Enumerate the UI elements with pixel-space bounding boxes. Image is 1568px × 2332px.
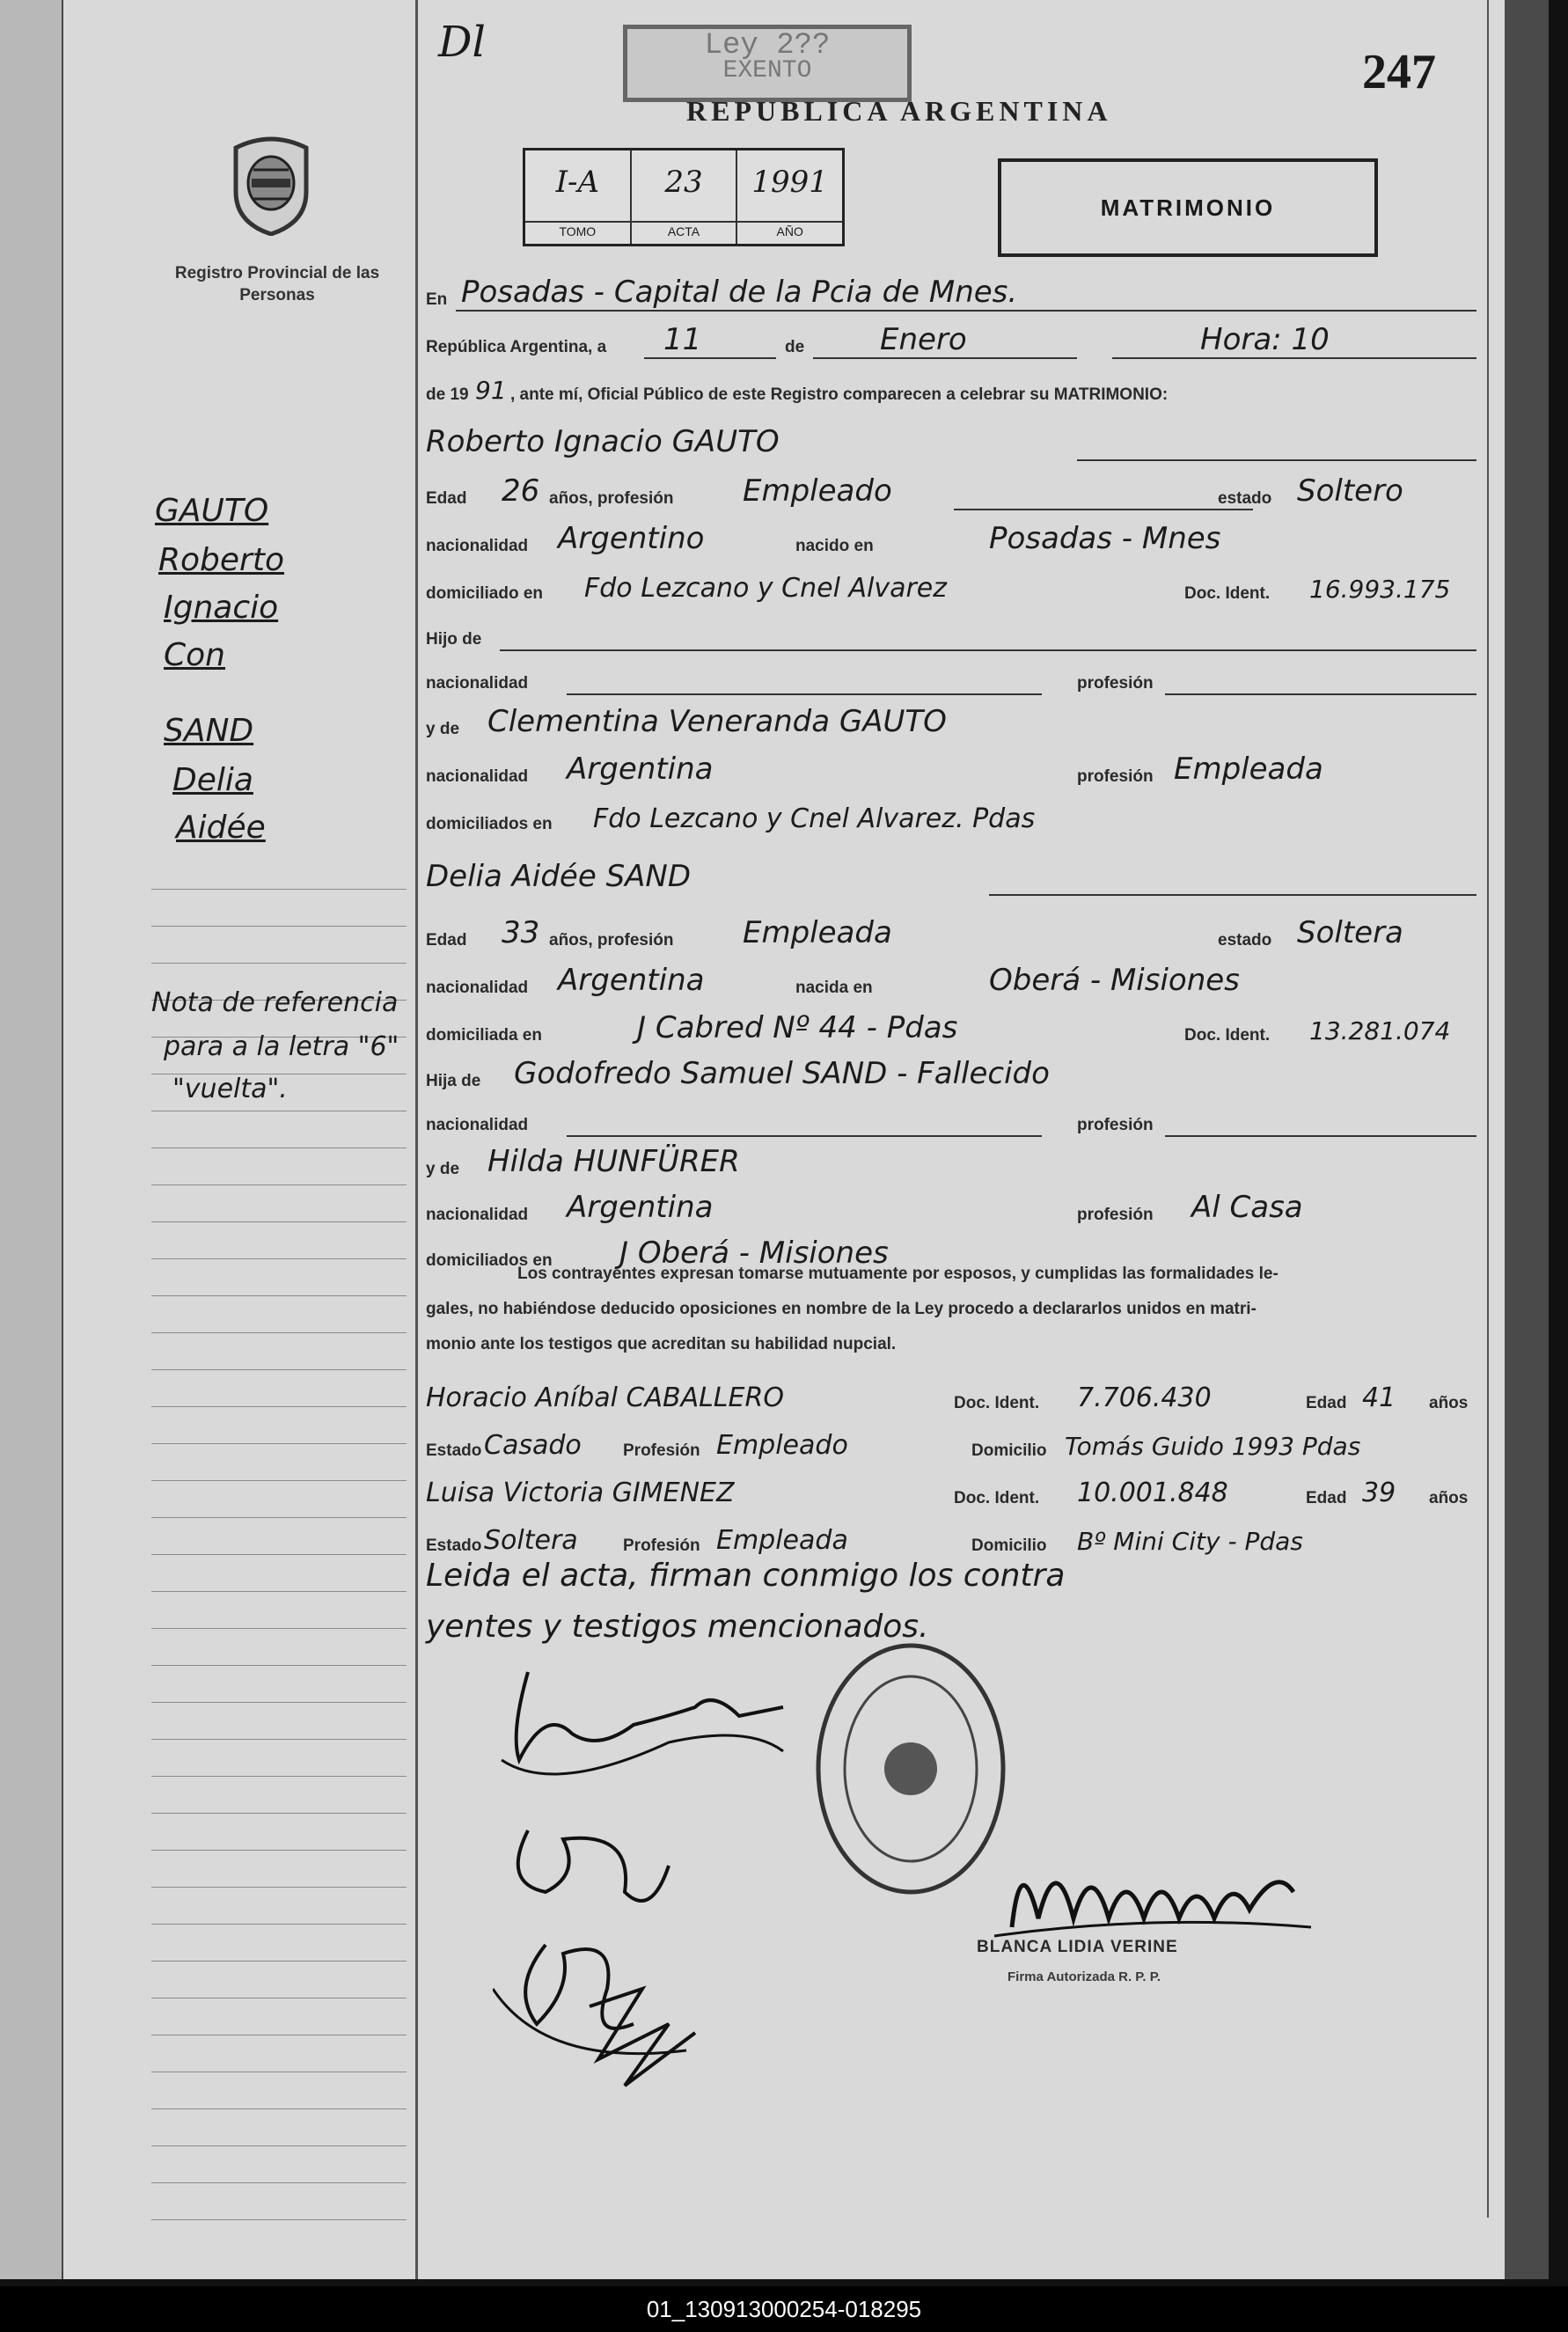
bride-nationality: Argentina (558, 963, 705, 998)
binding-line (62, 0, 63, 2279)
estado-label: estado (1218, 489, 1272, 508)
ano-label: AÑO (737, 221, 842, 238)
groom-mother-profession: Empleada (1174, 752, 1323, 787)
ano-value: 1991 (751, 165, 828, 200)
ruled-line (151, 1443, 407, 1444)
acta-value: 23 (664, 165, 703, 200)
witness1-profession: Empleado (716, 1430, 848, 1461)
ruled-line (151, 2219, 407, 2220)
de-label: de (785, 338, 805, 356)
groom-parents-address: Fdo Lezcano y Cnel Alvarez. Pdas (593, 803, 1036, 834)
contracting-parties-signatures (493, 1654, 810, 2094)
margin-note-1: Nota de referencia (151, 987, 399, 1018)
clerk-initials: Dl (438, 18, 486, 67)
country-heading: REPUBLICA ARGENTINA (686, 95, 1112, 127)
margin-bride-name1: Delia (172, 762, 253, 798)
profesion-label: Profesión (623, 1536, 700, 1555)
ruled-line (151, 1887, 407, 1888)
ruled-line (151, 1628, 407, 1629)
ruled-line (151, 2182, 407, 2183)
underline (1165, 1135, 1476, 1137)
margin-note-3: "vuelta". (172, 1074, 288, 1104)
bride-birthplace: Oberá - Misiones (989, 963, 1240, 998)
row-groom-mother (426, 704, 1482, 744)
bride-address: J Cabred Nº 44 - Pdas (637, 1010, 958, 1045)
nacida-label: nacida en (795, 979, 873, 997)
row-bride-age (426, 915, 1482, 956)
ruled-line (151, 1517, 407, 1518)
row-groom-nationality (426, 521, 1482, 561)
ruled-line (151, 1702, 407, 1703)
groom-mother-nationality: Argentina (567, 752, 714, 787)
anos-label: años, profesión (549, 931, 674, 950)
groom-nationality: Argentino (558, 521, 705, 556)
profesion-label: profesión (1077, 674, 1154, 693)
profesion-label: profesión (1077, 1206, 1154, 1224)
anos-label: años, profesión (549, 489, 674, 508)
underline (567, 1135, 1042, 1137)
domiciliados-label: domiciliados en (426, 1251, 553, 1270)
nacionalidad-label: nacionalidad (426, 1206, 529, 1224)
profesion-label: profesión (1077, 1116, 1154, 1134)
groom-address: Fdo Lezcano y Cnel Alvarez (584, 573, 948, 604)
row-mother-nationality (426, 752, 1482, 792)
tomo-label: TOMO (525, 221, 630, 238)
nacionalidad-label: nacionalidad (426, 979, 529, 997)
image-caption: 01_130913000254-018295 (0, 2286, 1568, 2332)
right-rule (1487, 0, 1489, 2218)
groom-birthplace: Posadas - Mnes (989, 521, 1221, 556)
row-witness2 (426, 1473, 1482, 1514)
republica-label: República Argentina, a (426, 338, 607, 356)
bride-profession: Empleada (743, 915, 892, 950)
nacionalidad-label: nacionalidad (426, 1116, 529, 1134)
oval-seal-icon (810, 1637, 1012, 1901)
margin-con: Con (164, 637, 225, 673)
margin-groom-name1: Roberto (158, 542, 284, 578)
record-number-box (523, 148, 845, 246)
bride-mother-nationality: Argentina (567, 1190, 714, 1225)
legal-text (426, 1257, 1482, 1362)
row-bride-father-nationality (426, 1100, 1482, 1140)
bride-parents-address: J Oberá - Misiones (619, 1236, 889, 1271)
row-groom-name (426, 424, 1482, 465)
row-bride-address (426, 1010, 1482, 1051)
bride-status: Soltera (1297, 915, 1403, 950)
groom-profession: Empleado (743, 473, 892, 509)
row-witness1 (426, 1378, 1482, 1419)
margin-groom-name2: Ignacio (164, 590, 279, 626)
witness1-doc: 7.706.430 (1077, 1382, 1212, 1413)
year-prefix: de 19 (426, 385, 469, 404)
underline (567, 693, 1042, 695)
row-groom-parents-address (426, 799, 1482, 840)
edad-label: Edad (1306, 1489, 1347, 1507)
groom-age: 26 (502, 473, 540, 509)
official-signature (994, 1830, 1346, 1945)
tomo-cell (525, 150, 632, 244)
ruled-line (151, 1221, 407, 1222)
nacionalidad-label: nacionalidad (426, 537, 529, 555)
doc-label: Doc. Ident. (954, 1394, 1040, 1412)
ruled-line (151, 1554, 407, 1555)
bride-name: Delia Aidée SAND (426, 859, 692, 894)
anos-label: años (1429, 1489, 1469, 1507)
nacionalidad-label: nacionalidad (426, 674, 529, 693)
ley-stamp-line2: EXENTO (722, 57, 812, 84)
bride-age: 33 (502, 915, 540, 950)
profesion-label: Profesión (623, 1441, 700, 1460)
groom-mother: Clementina Veneranda GAUTO (487, 704, 947, 739)
groom-name: Roberto Ignacio GAUTO (426, 424, 780, 459)
anos-label: años (1429, 1394, 1469, 1412)
witness1-address: Tomás Guido 1993 Pdas (1065, 1432, 1361, 1461)
edad-label: Edad (1306, 1394, 1347, 1412)
doc-label: Doc. Ident. (1184, 584, 1271, 603)
ruled-line (151, 926, 407, 927)
ruled-line (151, 1258, 407, 1259)
estado-label: estado (1218, 931, 1272, 950)
underline (500, 649, 1476, 651)
row-father-nationality (426, 658, 1482, 699)
row-bride-name (426, 859, 1482, 899)
ruled-line (151, 1369, 407, 1370)
closing-line-2: yentes y testigos mencionados. (426, 1609, 929, 1645)
witness2-address: Bº Mini City - Pdas (1077, 1527, 1303, 1556)
underline (989, 894, 1476, 896)
edad-label: Edad (426, 931, 467, 950)
profesion-label: profesión (1077, 767, 1154, 786)
nacionalidad-label: nacionalidad (426, 767, 529, 786)
ruled-line (151, 1591, 407, 1592)
underline (456, 310, 1476, 312)
legal-line-2: gales, no habiéndose deducido oposiciones en nombre de la Ley procedo a declararlos unidos en matri- (426, 1300, 1257, 1318)
hour-value: Hora: 10 (1200, 322, 1330, 357)
witness2-status: Soltera (484, 1525, 578, 1556)
legal-line-1: Los contrayentes expresan tomarse mutuamente por esposos, y cumplidas las formalidades le- (517, 1265, 1279, 1283)
ruled-line (151, 1332, 407, 1333)
margin-rule (415, 0, 418, 2279)
bride-father: Godofredo Samuel SAND - Fallecido (514, 1056, 1050, 1091)
ruled-line (151, 1665, 407, 1666)
domiciliados-label: domiciliados en (426, 815, 553, 833)
estado-label: Estado (426, 1441, 482, 1460)
yde-label: y de (426, 1160, 460, 1178)
ruled-line (151, 889, 407, 890)
tomo-value: I-A (555, 165, 600, 200)
yde-label: y de (426, 720, 460, 738)
row-year (426, 370, 1482, 410)
year-value: 91 (475, 376, 507, 405)
ruled-line (151, 2108, 407, 2109)
row-bride-nationality (426, 963, 1482, 1003)
witness1-age: 41 (1362, 1382, 1396, 1413)
ruled-line (151, 1480, 407, 1481)
closing-line-1: Leida el acta, firman conmigo los contra (426, 1558, 1066, 1594)
bride-mother: Hilda HUNFÜRER (487, 1144, 740, 1179)
groom-status: Soltero (1297, 473, 1403, 509)
underline (813, 357, 1077, 359)
bride-mother-profession: Al Casa (1191, 1190, 1303, 1225)
official-name: BLANCA LIDIA VERINE (977, 1938, 1178, 1956)
underline (954, 509, 1253, 510)
ley-stamp-line1: Ley 2?? (704, 29, 831, 62)
ruled-line (151, 1850, 407, 1851)
nacido-label: nacido en (795, 537, 874, 555)
row-bride-father (426, 1056, 1482, 1096)
ruled-line (151, 1776, 407, 1777)
row-witness2-details (426, 1521, 1482, 1561)
ruled-line (151, 1295, 407, 1296)
ano-cell (737, 150, 842, 244)
row-bride-mother (426, 1144, 1482, 1184)
page-edge (1505, 0, 1549, 2279)
acta-label: ACTA (632, 221, 736, 238)
place-value: Posadas - Capital de la Pcia de Mnes. (461, 275, 1018, 310)
ley-stamp (623, 25, 912, 102)
row-groom-father (426, 614, 1482, 655)
margin-bride-surname: SAND (164, 713, 254, 749)
doc-label: Doc. Ident. (954, 1489, 1040, 1507)
domicilio-label: Domicilio (971, 1441, 1047, 1460)
underline (1077, 459, 1476, 461)
hijo-label: Hijo de (426, 630, 482, 649)
witness2-age: 39 (1362, 1478, 1396, 1508)
acta-cell (632, 150, 738, 244)
row-groom-address (426, 568, 1482, 609)
witness2-name: Luisa Victoria GIMENEZ (426, 1478, 735, 1508)
intro-text: , ante mí, Oficial Público de este Registro comparecen a celebrar su MATRIMONIO: (510, 385, 1169, 404)
witness1-name: Horacio Aníbal CABALLERO (426, 1382, 784, 1413)
underline (1165, 693, 1476, 695)
row-place (426, 275, 1482, 315)
ruled-line (151, 1406, 407, 1407)
margin-note-2: para a la letra "6" (164, 1031, 399, 1062)
record-type-box: MATRIMONIO (998, 158, 1378, 257)
row-date (426, 322, 1482, 363)
domiciliada-label: domiciliada en (426, 1026, 542, 1045)
domicilio-label: Domicilio (971, 1536, 1047, 1555)
witness2-doc: 10.001.848 (1077, 1478, 1228, 1508)
margin-groom-surname: GAUTO (155, 493, 269, 529)
witness1-status: Casado (484, 1430, 582, 1461)
ruled-line (151, 2145, 407, 2146)
binding-strip (0, 0, 62, 2279)
estado-label: Estado (426, 1536, 482, 1555)
edad-label: Edad (426, 489, 467, 508)
ruled-line (151, 1813, 407, 1814)
row-witness1-details (426, 1426, 1482, 1466)
underline (1112, 357, 1476, 359)
legal-line-3: monio ante los testigos que acreditan su habilidad nupcial. (426, 1335, 897, 1353)
folio-number: 247 (1362, 45, 1436, 99)
month-value: Enero (880, 322, 967, 357)
ruled-line (151, 1739, 407, 1740)
official-role: Firma Autorizada R. P. P. (1007, 1969, 1161, 1984)
doc-label: Doc. Ident. (1184, 1026, 1271, 1045)
ruled-line (151, 1184, 407, 1185)
day-value: 11 (663, 322, 702, 357)
hija-label: Hija de (426, 1072, 481, 1090)
domiciliado-label: domiciliado en (426, 584, 544, 603)
margin-bride-name2: Aidée (176, 810, 266, 846)
registry-name: Registro Provincial de las Personas (174, 264, 380, 304)
ruled-line (151, 963, 407, 964)
coat-of-arms-icon (227, 130, 315, 236)
underline (644, 357, 776, 359)
en-label: En (426, 290, 448, 309)
bride-doc: 13.281.074 (1309, 1016, 1451, 1045)
witness2-profession: Empleada (716, 1525, 848, 1556)
row-bride-mother-nationality (426, 1190, 1482, 1230)
ruled-line (151, 1961, 407, 1962)
row-groom-age (426, 473, 1482, 514)
groom-doc: 16.993.175 (1309, 575, 1451, 604)
ruled-line (151, 1924, 407, 1925)
